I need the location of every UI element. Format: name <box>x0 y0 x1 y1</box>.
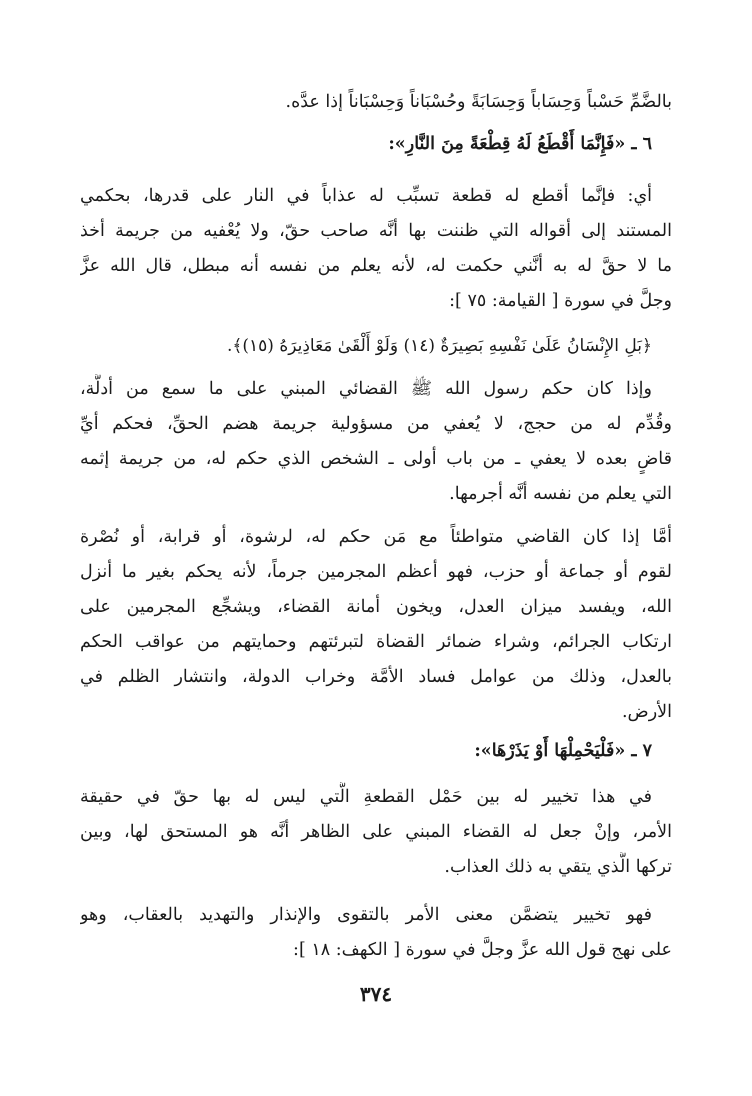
page-number: ٣٧٤ <box>359 982 393 1006</box>
text-line: وإذا كان حكم رسول الله ﷺ القضائي المبني على ما سمع من أدلَّة، <box>80 379 652 399</box>
text-line: التي يعلم من نفسه أنَّه أجرمها. <box>449 484 672 504</box>
text-line: تركها الَّذي يتقي به ذلك العذاب. <box>444 857 672 877</box>
section-heading-7: ٧ ـ «فَلْيَحْمِلْهَا أَوْ يَذَرْهَا»: <box>474 741 652 761</box>
text-line: قاضٍ بعده لا يعفي ـ من باب أولى ـ الشخص الذي حكم له، من جريمة إثمه <box>80 449 672 469</box>
text-line: بالضَّمِّ حَسْباً وَحِسَاباً وَحِسَابَةً وحُسْبَاناً وَحِسْبَاناً إذا عدَّه. <box>285 92 672 112</box>
text-line: ارتكاب الجرائم، وشراء ضمائر القضاة لتبرئتهم وحمايتهم من عواقب الحكم <box>80 632 672 652</box>
text-line: أمَّا إذا كان القاضي متواطئاً مع مَن حكم له، لرشوة، أو قرابة، أو نُصْرة <box>80 527 672 547</box>
text-line: الأمر، وإنْ جعل له القضاء المبني على الظاهر أنَّه هو المستحق لها، وبين <box>80 822 672 842</box>
text-line: أي: فإنَّما أقطع له قطعة تسبِّب له عذاباً في النار على قدرها، بحكمي <box>80 186 652 206</box>
text-line: الله، ويفسد ميزان العدل، ويخون أمانة القضاء، ويشجِّع المجرمين على <box>80 597 672 617</box>
text-line: في هذا تخيير له بين حَمْل القطعةِ الَّتي ليس له بها حقّ في حقيقة <box>80 787 652 807</box>
section-heading-6: ٦ ـ «فَإِنَّمَا أَقْطَعُ لَهُ قِطْعَةً مِنَ النَّارِ»: <box>388 134 652 154</box>
text-line: فهو تخيير يتضمَّن معنى الأمر بالتقوى والإنذار والتهديد بالعقاب، وهو <box>80 905 652 925</box>
text-line: على نهج قول الله عزَّ وجلَّ في سورة [ الكهف: ١٨ ]: <box>293 940 672 960</box>
text-line: ما لا حقَّ له به أنَّني حكمت له، لأنه يعلم من نفسه أنه مبطل، قال الله عزَّ <box>80 256 672 276</box>
text-line: لقوم أو جماعة أو حزب، فهو أعظم المجرمين جرماً، لأنه يحكم بغير ما أنزل <box>80 562 672 582</box>
book-page <box>80 70 672 1030</box>
quran-verse: ﴿بَلِ الإِنْسَانُ عَلَىٰ نَفْسِهِ بَصِيرَةٌ (١٤) وَلَوْ أَلْقَىٰ مَعَاذِيرَهُ (١٥)﴾. <box>227 336 652 356</box>
text-line: وقُدِّم له من حجج، لا يُعفي من مسؤولية جريمة هضم الحقِّ، فحكم أيِّ <box>80 414 672 434</box>
text-line: بالعدل، وذلك من عوامل فساد الأمَّة وخراب الدولة، وانتشار الظلم في <box>80 667 672 687</box>
text-line: المستند إلى أقواله التي ظننت بها أنَّه صاحب حقّ، ولا يُعْفيه من جريمة أخذ <box>80 221 672 241</box>
text-line: وجلَّ في سورة [ القيامة: ٧٥ ]: <box>449 291 672 311</box>
text-line: الأرض. <box>621 702 672 722</box>
